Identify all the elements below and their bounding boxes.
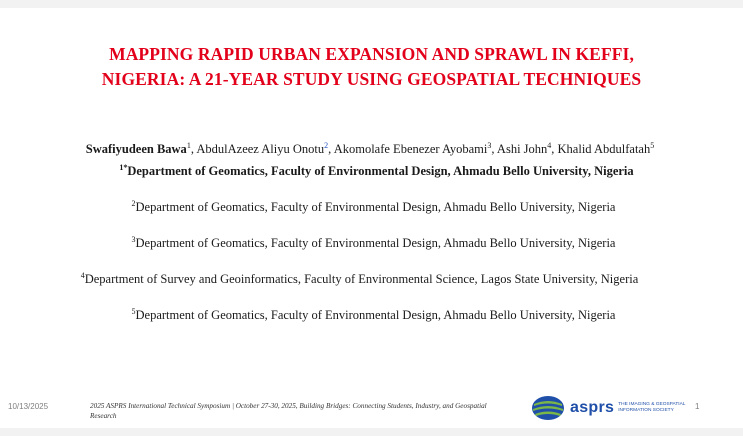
globe-icon xyxy=(530,395,566,421)
affiliation-text: Department of Geomatics, Faculty of Environmental Design, Ahmadu Bello University, Nigeria xyxy=(127,164,634,179)
title-line-2: NIGERIA: A 21-YEAR STUDY USING GEOSPATIAL TECHNIQUES xyxy=(101,69,642,89)
author-name: Swafiyudeen Bawa xyxy=(85,142,187,157)
author-name: Ashi John xyxy=(496,142,548,157)
brand-name: asprs xyxy=(570,399,615,416)
page-number: 1 xyxy=(695,402,700,411)
affiliation-1 xyxy=(5,163,743,179)
affiliation-sup: 2 xyxy=(131,199,136,208)
affiliation-text: Department of Geomatics, Faculty of Environmental Design, Ahmadu Bello University, Nigeria xyxy=(135,200,616,215)
author-name: AbdulAzeez Aliyu Onotu xyxy=(196,142,325,157)
author-sup: 4 xyxy=(547,141,552,150)
author-sep: , xyxy=(190,142,197,157)
affiliation-4 xyxy=(0,271,731,287)
author-list xyxy=(30,141,710,157)
footer-event-text: 2025 ASPRS International Technical Symposium | October 27-30, 2025, Building Bridges: Connecting Students, Industry, and Geospatial Research xyxy=(90,402,487,420)
brand-tagline: THE IMAGING & GEOSPATIAL INFORMATION SOCIETY xyxy=(618,402,686,413)
affiliation-2 xyxy=(2,199,743,215)
affiliation-sup: 1* xyxy=(119,163,128,172)
author-sup: 1 xyxy=(186,141,191,150)
affiliation-3 xyxy=(2,235,743,251)
affiliation-5 xyxy=(2,307,743,323)
affiliation-text: Department of Geomatics, Faculty of Environmental Design, Ahmadu Bello University, Nigeria xyxy=(135,236,616,251)
asprs-logo xyxy=(530,394,710,422)
affiliation-sup: 5 xyxy=(131,307,136,316)
title-line-1: MAPPING RAPID URBAN EXPANSION AND SPRAWL IN KEFFI, xyxy=(109,44,634,64)
affiliation-text: Department of Geomatics, Faculty of Environmental Design, Ahmadu Bello University, Nigeria xyxy=(135,308,616,323)
author-sep: , xyxy=(491,142,497,157)
author-sep: , xyxy=(328,142,334,157)
affiliation-sup: 4 xyxy=(80,271,85,280)
author-sup: 2 xyxy=(324,141,329,150)
author-sep: , xyxy=(551,142,558,157)
footer-date: 10/13/2025 xyxy=(8,402,49,411)
affiliation-text: Department of Survey and Geoinformatics, Faculty of Environmental Science, Lagos State University, Nigeria xyxy=(84,272,639,287)
author-name: Khalid Abdulfatah xyxy=(557,142,651,157)
author-sup: 5 xyxy=(650,141,655,150)
author-sup: 3 xyxy=(487,141,492,150)
slide xyxy=(0,8,743,428)
affiliation-sup: 3 xyxy=(131,235,136,244)
author-name: Akomolafe Ebenezer Ayobami xyxy=(333,142,488,157)
